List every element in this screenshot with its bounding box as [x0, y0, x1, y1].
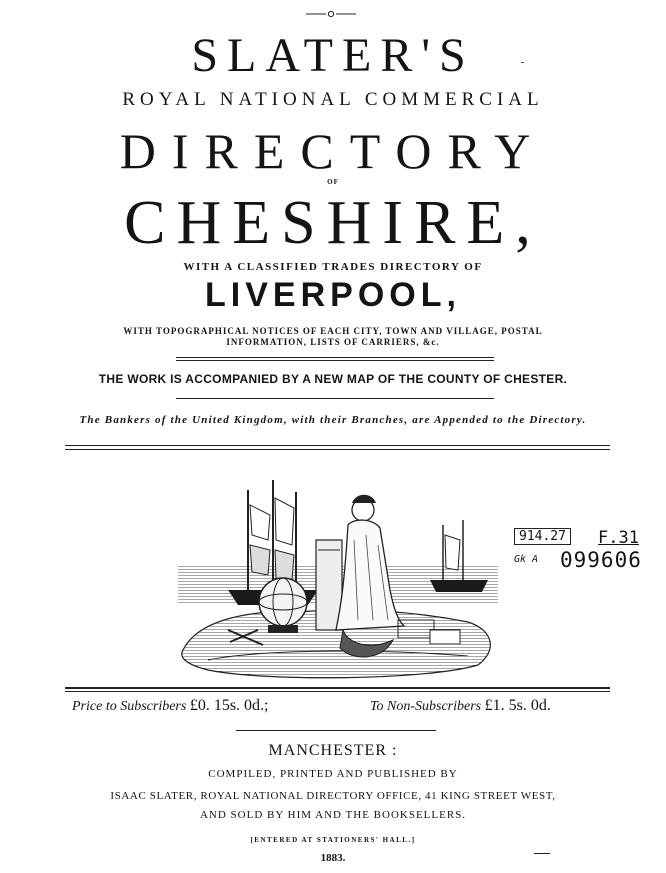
topographical-notice [0, 326, 666, 348]
accession-number: 099606 [560, 548, 642, 572]
stray-dash [534, 853, 550, 854]
divider [65, 445, 610, 446]
divider [176, 357, 494, 358]
stamp-prefix: Gk A [514, 554, 539, 565]
divider [176, 360, 494, 361]
of-label: OF [327, 178, 339, 186]
price-subscribers-label: Price to Subscribers [72, 699, 187, 714]
subtitle: ROYAL NATIONAL COMMERCIAL [122, 89, 544, 110]
imprint-entered: [ENTERED AT STATIONERS' HALL.] [250, 836, 416, 844]
directory-heading: DIRECTORY [119, 123, 547, 179]
imprint-city: MANCHESTER : [268, 742, 398, 759]
price-subscribers [72, 697, 269, 715]
topographical-line-1: WITH TOPOGRAPHICAL NOTICES OF EACH CITY, TOWN AND VILLAGE, POSTAL [123, 326, 543, 336]
top-ornament-icon [0, 8, 666, 20]
title: SLATER'S [191, 29, 475, 82]
shelf-mark: F.31 [598, 528, 639, 548]
divider [65, 449, 610, 450]
imprint-publisher: ISAAC SLATER, ROYAL NATIONAL DIRECTORY OFFICE, 41 KING STREET WEST, [110, 790, 556, 802]
price-subscribers-value: £0. 15s. 0d.; [189, 697, 269, 714]
price-non-subscribers-label: To Non-Subscribers [370, 699, 482, 714]
stray-mark [521, 62, 524, 63]
britannia-ships-engraving-icon [168, 470, 508, 685]
divider [176, 398, 494, 399]
call-number: 914.27 [514, 528, 571, 545]
imprint-year: 1883. [320, 852, 346, 864]
bankers-note: The Bankers of the United Kingdom, with their Branches, are Appended to the Directory. [79, 414, 587, 426]
price-non-subscribers [370, 697, 551, 715]
map-note: THE WORK IS ACCOMPANIED BY A NEW MAP OF THE COUNTY OF CHESTER. [98, 372, 568, 386]
price-non-subscribers-value: £1. 5s. 0d. [484, 697, 551, 714]
imprint-sold-by: AND SOLD BY HIM AND THE BOOKSELLERS. [199, 809, 467, 821]
city-heading: LIVERPOOL, [205, 276, 461, 314]
topographical-line-2: INFORMATION, LISTS OF CARRIERS, &c. [226, 337, 440, 347]
divider [236, 730, 436, 731]
library-stamp [510, 528, 660, 588]
divider [65, 687, 610, 689]
county-heading: CHESHIRE, [124, 189, 542, 257]
trades-line: WITH A CLASSIFIED TRADES DIRECTORY OF [183, 261, 483, 273]
imprint-compiled: COMPILED, PRINTED AND PUBLISHED BY [208, 768, 458, 780]
divider [65, 691, 610, 692]
